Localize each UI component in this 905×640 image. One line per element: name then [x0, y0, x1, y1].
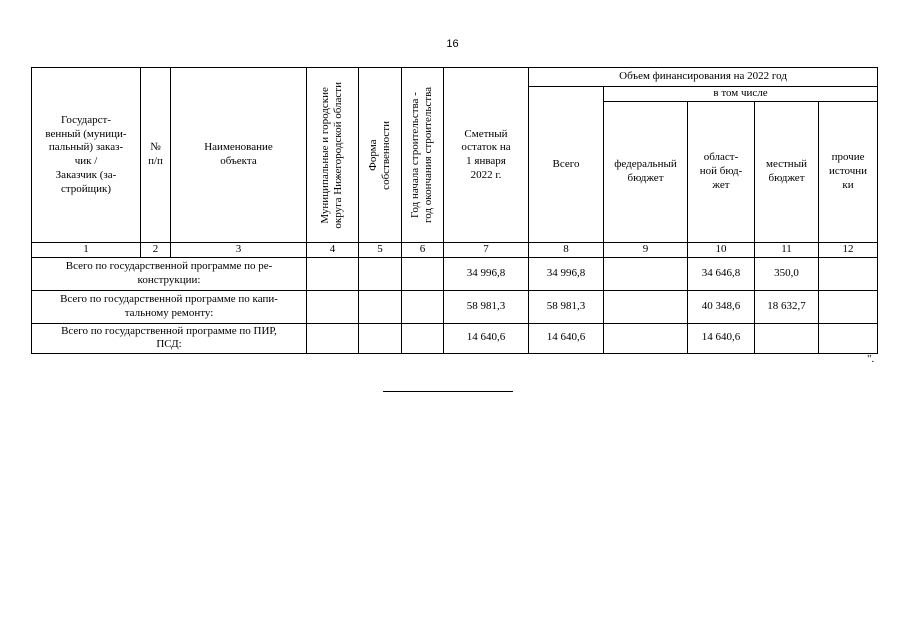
header-number: № п/п	[141, 68, 171, 243]
horizontal-divider	[383, 391, 513, 392]
local-value: 350,0	[755, 257, 819, 290]
table-row	[32, 323, 878, 353]
federal-value	[604, 257, 688, 290]
estimate-balance-value: 58 981,3	[444, 290, 529, 323]
column-number: 4	[307, 243, 359, 258]
column-number: 8	[529, 243, 604, 258]
table-row	[32, 290, 878, 323]
header-construction-years: Год начала строительства - год окончания строительства	[409, 87, 435, 223]
empty-cell	[359, 323, 402, 353]
row-label: Всего по государственной программе по ПИР, ПСД:	[32, 323, 307, 353]
regional-value: 14 640,6	[688, 323, 755, 353]
header-municipality-cell	[307, 68, 359, 243]
column-number: 5	[359, 243, 402, 258]
header-construction-years-cell	[402, 68, 444, 243]
other-value	[819, 290, 878, 323]
total-value: 34 996,8	[529, 257, 604, 290]
regional-value: 40 348,6	[688, 290, 755, 323]
column-number: 2	[141, 243, 171, 258]
closing-quote-mark: ".	[867, 353, 875, 365]
table-row	[32, 257, 878, 290]
header-including: в том числе	[604, 87, 878, 102]
total-value: 14 640,6	[529, 323, 604, 353]
header-customer: Государст- венный (муници- пальный) заказ- чик / Заказчик (за- стройщик)	[32, 68, 141, 243]
row-label: Всего по государственной программе по ре- конструкции:	[32, 257, 307, 290]
row-label: Всего по государственной программе по капи- тальному ремонту:	[32, 290, 307, 323]
empty-cell	[359, 257, 402, 290]
estimate-balance-value: 34 996,8	[444, 257, 529, 290]
local-value	[755, 323, 819, 353]
header-other: прочие источни ки	[819, 102, 878, 243]
column-number: 6	[402, 243, 444, 258]
other-value	[819, 257, 878, 290]
local-value: 18 632,7	[755, 290, 819, 323]
column-number: 1	[32, 243, 141, 258]
empty-cell	[307, 290, 359, 323]
header-funding-group: Объем финансирования на 2022 год	[529, 68, 878, 87]
header-federal: федеральный бюджет	[604, 102, 688, 243]
header-object-name: Наименование объекта	[171, 68, 307, 243]
header-local: местный бюджет	[755, 102, 819, 243]
other-value	[819, 323, 878, 353]
empty-cell	[307, 257, 359, 290]
column-number: 3	[171, 243, 307, 258]
empty-cell	[307, 323, 359, 353]
empty-cell	[359, 290, 402, 323]
header-municipality: Муниципальные и городские округа Нижегородской области	[319, 81, 345, 229]
federal-value	[604, 290, 688, 323]
column-number: 11	[755, 243, 819, 258]
header-regional: област- ной бюд- жет	[688, 102, 755, 243]
empty-cell	[402, 290, 444, 323]
empty-cell	[402, 323, 444, 353]
federal-value	[604, 323, 688, 353]
header-total: Всего	[529, 87, 604, 243]
column-number: 10	[688, 243, 755, 258]
estimate-balance-value: 14 640,6	[444, 323, 529, 353]
header-ownership: Форма собственности	[366, 120, 392, 190]
header-estimate-balance: Сметный остаток на 1 января 2022 г.	[444, 68, 529, 243]
column-number: 7	[444, 243, 529, 258]
header-ownership-cell	[359, 68, 402, 243]
column-number: 9	[604, 243, 688, 258]
total-value: 58 981,3	[529, 290, 604, 323]
funding-table	[31, 67, 878, 354]
empty-cell	[402, 257, 444, 290]
column-number-row	[32, 243, 878, 258]
regional-value: 34 646,8	[688, 257, 755, 290]
column-number: 12	[819, 243, 878, 258]
page-number: 16	[446, 38, 459, 50]
